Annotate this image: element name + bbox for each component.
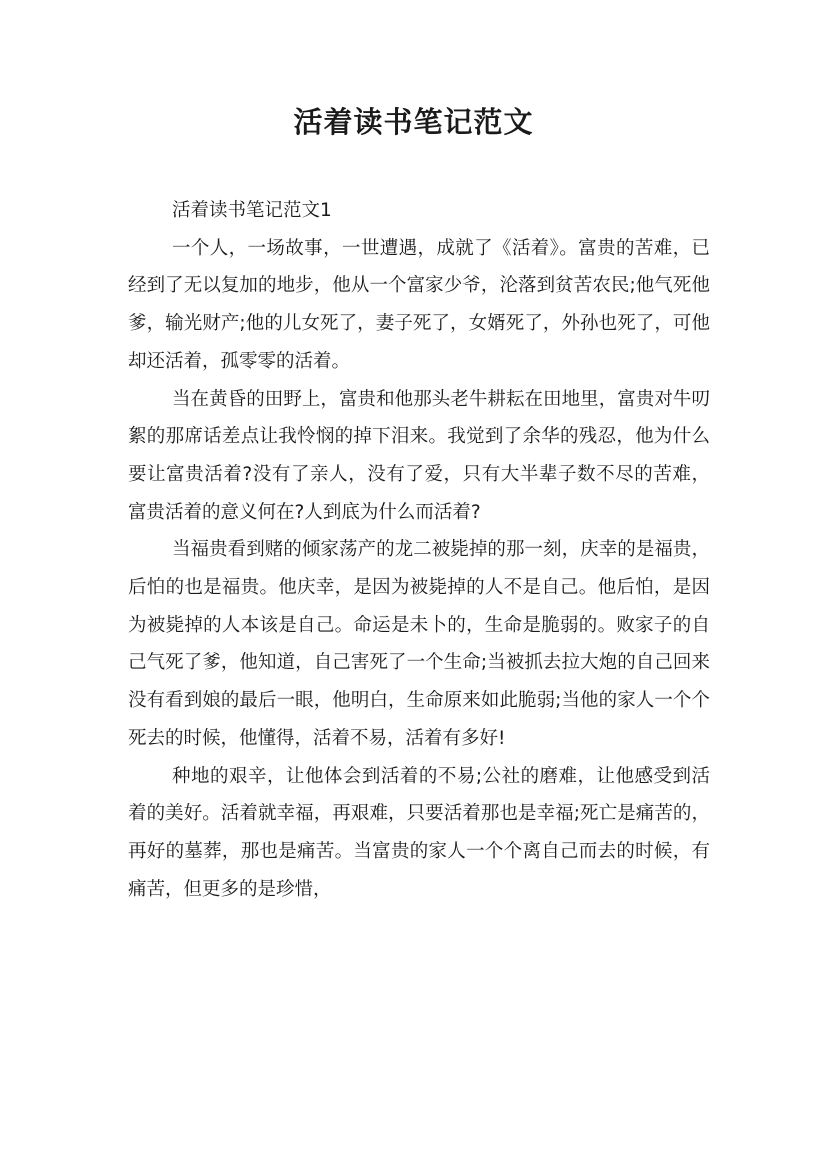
- section-heading: 活着读书笔记范文1: [172, 200, 332, 221]
- paragraph-2: 当在黄昏的田野上，富贵和他那头老牛耕耘在田地里，富贵对牛叨絮的那席话差点让我怜悯的掉下泪来。我觉到了余华的残忍，他为什么要让富贵活着?没有了亲人，没有了爱，只有大半辈子数不尽的苦难，富贵活着的意义何在?人到底为什么而活着?: [128, 388, 710, 523]
- paragraph-3: 当福贵看到赌的倾家荡产的龙二被毙掉的那一刻，庆幸的是福贵，后怕的也是福贵。他庆幸，是因为被毙掉的人不是自己。他后怕，是因为被毙掉的人本该是自己。命运是未卜的，生命是脆弱的。败家子的自己气死了爹，他知道，自己害死了一个生命;当被抓去拉大炮的自己回来没有看到娘的最后一眼，他明白，生命原来如此脆弱;当他的家人一个个死去的时候，他懂得，活着不易，活着有多好!: [128, 539, 710, 749]
- document-body: [128, 192, 710, 908]
- paragraph-1: 一个人，一场故事，一世遭遇，成就了《活着》。富贵的苦难，已经到了无以复加的地步，他从一个富家少爷，沦落到贫苦农民;他气死他爹，输光财产;他的儿女死了，妻子死了，女婿死了，外孙也死了，可他却还活着，孤零零的活着。: [128, 237, 710, 372]
- paragraph-4: 种地的艰辛，让他体会到活着的不易;公社的磨难，让他感受到活着的美好。活着就幸福，再艰难，只要活着那也是幸福;死亡是痛苦的，再好的墓葬，那也是痛苦。当富贵的家人一个个离自己而去的时候，有痛苦，但更多的是珍惜，: [128, 765, 710, 900]
- document-title: 活着读书笔记范文: [293, 105, 534, 139]
